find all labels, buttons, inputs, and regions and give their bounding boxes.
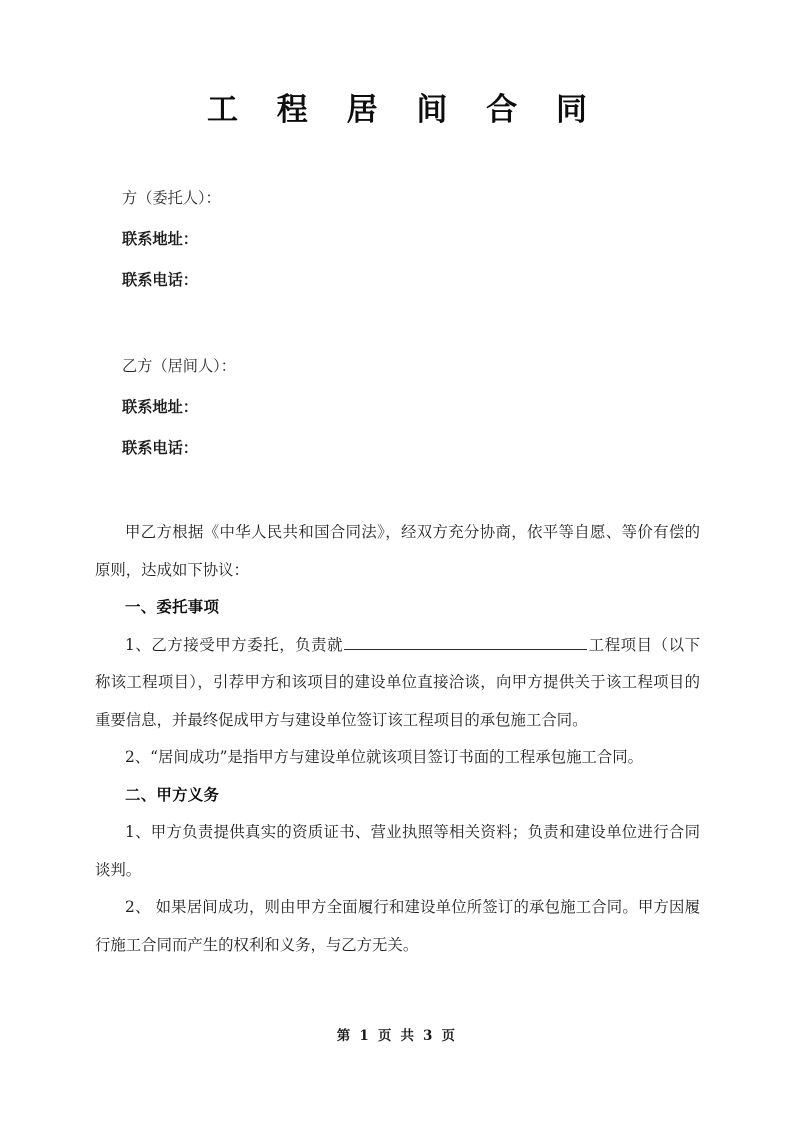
party-spacer [95,301,700,346]
party-role-label-yifang: 乙方（居间人）： [122,357,236,375]
section-1-item-2-prefix: 2、“居间成功”是指甲方与建设单位就该项目签订书面的工程承包施工合同。 [125,748,644,766]
section-heading-2: 二、甲方义务 [125,785,220,804]
section-1-item-1-prefix: 1、乙方接受甲方委托，负责就 [125,635,344,654]
section-heading-1: 一、委托事项 [125,598,220,616]
document-body [95,178,700,964]
section-2-item-1-prefix: 1、甲方负责提供真实的资质证书、营业执照等相关资料；负责和建设单位进行合同谈判。 [95,823,700,879]
section-2-item-2 [95,889,700,964]
page-title: 工 程 居 间 合 同 [207,92,601,128]
party-block-jiafang [95,178,700,301]
section-1-item-1-suffix: 工程项目（以下称该工程项目），引荐甲方和该项目的建设单位直接洽谈，向甲方提供关于该工程项目的重要信息，并最终促成甲方与建设单位签订该工程项目的承包施工合同。 [95,635,700,729]
preamble-paragraph: 甲乙方根据《中华人民共和国合同法》，经双方充分协商，依平等自愿、等价有偿的原则，达成如下协议： [95,523,700,579]
party-phone-label-yifang: 联系电话： [122,439,198,457]
section-1-item-1 [95,627,700,740]
party-phone-label-jiafang: 联系电话： [122,271,198,289]
party-address-label-jiafang: 联系地址： [122,230,198,248]
section-1-item-2 [95,739,700,777]
party-address-label-yifang: 联系地址： [122,398,198,416]
section-2-item-1 [95,814,700,889]
preamble-spacer [95,469,700,514]
section-2-item-2-prefix: 2、 如果居间成功，则由甲方全面履行和建设单位所签订的承包施工合同。甲方因履行施工合同而产生的权利和义务，与乙方无关。 [95,898,700,954]
party-block-yifang [95,346,700,469]
party-role-label-jiafang: 方（委托人）： [122,189,221,207]
page-footer: 第 1 页 共 3 页 [336,1028,458,1044]
project-name-blank[interactable] [344,632,587,650]
